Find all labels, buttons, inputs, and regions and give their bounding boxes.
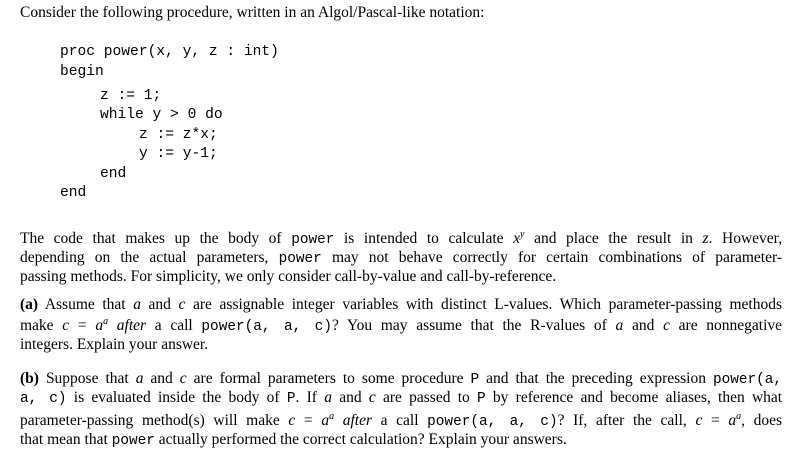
code-line-6: y := y-1; (139, 146, 218, 162)
code-line-7: end (100, 166, 127, 182)
intro-text: Consider the following procedure, written in an Algol/Pascal-like notation: (20, 4, 485, 21)
code-line-5: z := z*x; (139, 127, 218, 143)
code-line-1: proc power(x, y, z : int) (60, 44, 279, 60)
question-b: (b) Suppose that a and c are formal parameters to some procedure P and that the preceding expression power(a, a, c) is evaluated inside the body of P. If a and c are passed to P by reference and become aliases, then what parameter-passing method(s) will make $c = a^a$ after a call power(a, a, c)? If, after the call, $c = a^a$, does that mean that power actually performed the correct calculation? Explain your answers. (20, 370, 783, 450)
code-line-3: z := 1; (100, 88, 162, 104)
question-a: (a) Assume that a and c are assignable integer variables with distinct L-values. Which parameter-passing methods make $c = a^a$ after a call power(a, a, c)? You may assume that the R-values of a and c are nonnegative integers. Explain your answer. (20, 296, 783, 354)
code-line-2: begin (60, 64, 104, 80)
code-line-8: end (60, 185, 87, 201)
code-line-4: while y > 0 do (100, 107, 223, 123)
paragraph-intro: The code that makes up the body of power is intended to calculate $x^y$ and place the result in z. However, depending on the actual parameters, power may not behave correctly for certain combinations of parameter- passing methods. For simplicity, we only consider call-by-value and call-by-reference. (20, 229, 783, 286)
